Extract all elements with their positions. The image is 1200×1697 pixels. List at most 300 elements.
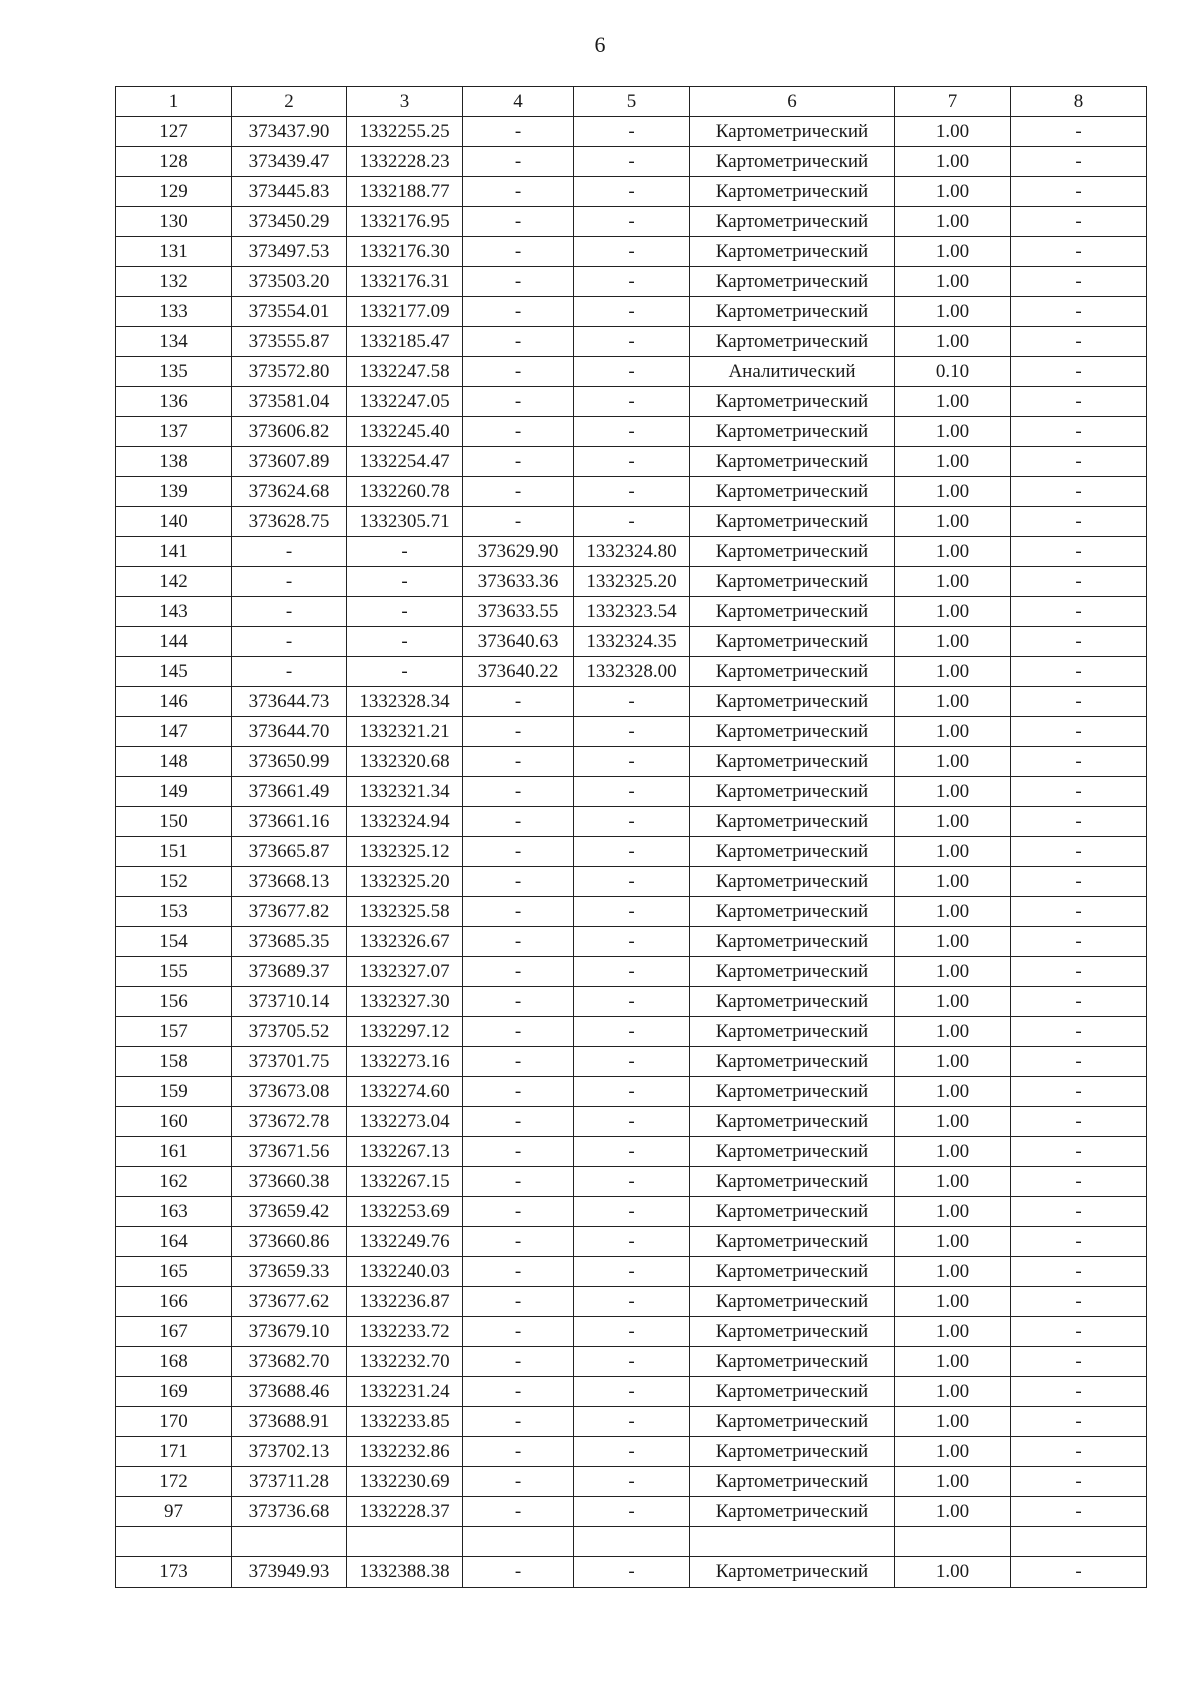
accuracy-cell: 1.00 bbox=[895, 957, 1011, 987]
point-number-cell: 164 bbox=[116, 1227, 232, 1257]
description-cell: - bbox=[1011, 1047, 1147, 1077]
point-number-cell: 143 bbox=[116, 597, 232, 627]
x-coordinate-cell: 373572.80 bbox=[232, 357, 347, 387]
description-cell: - bbox=[1011, 237, 1147, 267]
table-row bbox=[116, 777, 1147, 807]
accuracy-cell: 1.00 bbox=[895, 1407, 1011, 1437]
x-coordinate-cell: 373710.14 bbox=[232, 987, 347, 1017]
method-cell: Картометрический bbox=[690, 327, 895, 357]
y-new-coordinate-cell: - bbox=[574, 717, 690, 747]
accuracy-cell: 1.00 bbox=[895, 867, 1011, 897]
column-header-2: 2 bbox=[232, 87, 347, 117]
point-number-cell: 97 bbox=[116, 1497, 232, 1527]
description-cell: - bbox=[1011, 1137, 1147, 1167]
x-new-coordinate-cell: - bbox=[463, 297, 574, 327]
method-cell: Аналитический bbox=[690, 357, 895, 387]
description-cell: - bbox=[1011, 507, 1147, 537]
point-number-cell: 129 bbox=[116, 177, 232, 207]
point-number-cell: 142 bbox=[116, 567, 232, 597]
table-body bbox=[116, 117, 1147, 1588]
accuracy-cell: 1.00 bbox=[895, 1257, 1011, 1287]
description-cell bbox=[1011, 1527, 1147, 1557]
y-new-coordinate-cell: - bbox=[574, 477, 690, 507]
accuracy-cell: 1.00 bbox=[895, 387, 1011, 417]
accuracy-cell: 1.00 bbox=[895, 897, 1011, 927]
description-cell: - bbox=[1011, 117, 1147, 147]
y-coordinate-cell: 1332324.94 bbox=[347, 807, 463, 837]
column-header-1: 1 bbox=[116, 87, 232, 117]
method-cell: Картометрический bbox=[690, 987, 895, 1017]
column-header-8: 8 bbox=[1011, 87, 1147, 117]
description-cell: - bbox=[1011, 1437, 1147, 1467]
x-new-coordinate-cell: - bbox=[463, 237, 574, 267]
table-row bbox=[116, 1077, 1147, 1107]
x-new-coordinate-cell: - bbox=[463, 1197, 574, 1227]
y-coordinate-cell: 1332328.34 bbox=[347, 687, 463, 717]
x-coordinate-cell: 373660.38 bbox=[232, 1167, 347, 1197]
x-coordinate-cell: 373628.75 bbox=[232, 507, 347, 537]
table-row bbox=[116, 1047, 1147, 1077]
x-new-coordinate-cell: - bbox=[463, 897, 574, 927]
description-cell: - bbox=[1011, 357, 1147, 387]
x-coordinate-cell: 373677.62 bbox=[232, 1287, 347, 1317]
y-coordinate-cell: 1332231.24 bbox=[347, 1377, 463, 1407]
y-new-coordinate-cell: - bbox=[574, 837, 690, 867]
description-cell: - bbox=[1011, 477, 1147, 507]
page-number: 6 bbox=[594, 32, 606, 57]
y-coordinate-cell: 1332297.12 bbox=[347, 1017, 463, 1047]
point-number-cell: 173 bbox=[116, 1557, 232, 1588]
x-coordinate-cell: 373445.83 bbox=[232, 177, 347, 207]
y-coordinate-cell: 1332249.76 bbox=[347, 1227, 463, 1257]
accuracy-cell: 1.00 bbox=[895, 1437, 1011, 1467]
x-coordinate-cell: 373688.91 bbox=[232, 1407, 347, 1437]
accuracy-cell: 1.00 bbox=[895, 1557, 1011, 1588]
point-number-cell: 165 bbox=[116, 1257, 232, 1287]
point-number-cell: 168 bbox=[116, 1347, 232, 1377]
accuracy-cell: 1.00 bbox=[895, 927, 1011, 957]
table-row bbox=[116, 1197, 1147, 1227]
x-new-coordinate-cell: - bbox=[463, 1047, 574, 1077]
accuracy-cell: 1.00 bbox=[895, 1077, 1011, 1107]
point-number-cell: 167 bbox=[116, 1317, 232, 1347]
point-number-cell: 153 bbox=[116, 897, 232, 927]
description-cell: - bbox=[1011, 1017, 1147, 1047]
x-new-coordinate-cell bbox=[463, 1527, 574, 1557]
x-new-coordinate-cell: - bbox=[463, 357, 574, 387]
x-coordinate-cell: 373679.10 bbox=[232, 1317, 347, 1347]
x-coordinate-cell: 373661.16 bbox=[232, 807, 347, 837]
accuracy-cell: 1.00 bbox=[895, 447, 1011, 477]
accuracy-cell: 1.00 bbox=[895, 1467, 1011, 1497]
description-cell: - bbox=[1011, 177, 1147, 207]
accuracy-cell bbox=[895, 1527, 1011, 1557]
method-cell: Картометрический bbox=[690, 1497, 895, 1527]
table-row bbox=[116, 507, 1147, 537]
table-row bbox=[116, 747, 1147, 777]
description-cell: - bbox=[1011, 597, 1147, 627]
description-cell: - bbox=[1011, 387, 1147, 417]
accuracy-cell: 1.00 bbox=[895, 687, 1011, 717]
y-coordinate-cell: 1332245.40 bbox=[347, 417, 463, 447]
y-new-coordinate-cell: - bbox=[574, 1077, 690, 1107]
method-cell bbox=[690, 1527, 895, 1557]
y-new-coordinate-cell: - bbox=[574, 357, 690, 387]
y-new-coordinate-cell: - bbox=[574, 1017, 690, 1047]
x-new-coordinate-cell: 373640.22 bbox=[463, 657, 574, 687]
y-new-coordinate-cell: 1332324.35 bbox=[574, 627, 690, 657]
x-new-coordinate-cell: - bbox=[463, 117, 574, 147]
x-new-coordinate-cell: 373640.63 bbox=[463, 627, 574, 657]
y-new-coordinate-cell: - bbox=[574, 1257, 690, 1287]
x-new-coordinate-cell: - bbox=[463, 1497, 574, 1527]
column-header-4: 4 bbox=[463, 87, 574, 117]
method-cell: Картометрический bbox=[690, 1407, 895, 1437]
y-coordinate-cell: 1332325.58 bbox=[347, 897, 463, 927]
y-coordinate-cell: 1332388.38 bbox=[347, 1557, 463, 1588]
x-coordinate-cell: 373705.52 bbox=[232, 1017, 347, 1047]
description-cell: - bbox=[1011, 927, 1147, 957]
y-new-coordinate-cell: - bbox=[574, 1467, 690, 1497]
x-coordinate-cell: - bbox=[232, 537, 347, 567]
method-cell: Картометрический bbox=[690, 957, 895, 987]
y-new-coordinate-cell: - bbox=[574, 867, 690, 897]
x-coordinate-cell: 373439.47 bbox=[232, 147, 347, 177]
point-number-cell: 145 bbox=[116, 657, 232, 687]
method-cell: Картометрический bbox=[690, 1437, 895, 1467]
x-coordinate-cell: 373702.13 bbox=[232, 1437, 347, 1467]
method-cell: Картометрический bbox=[690, 1317, 895, 1347]
y-coordinate-cell: - bbox=[347, 597, 463, 627]
method-cell: Картометрический bbox=[690, 597, 895, 627]
column-header-5: 5 bbox=[574, 87, 690, 117]
method-cell: Картометрический bbox=[690, 687, 895, 717]
description-cell: - bbox=[1011, 297, 1147, 327]
description-cell: - bbox=[1011, 717, 1147, 747]
y-coordinate-cell: 1332255.25 bbox=[347, 117, 463, 147]
y-new-coordinate-cell: 1332325.20 bbox=[574, 567, 690, 597]
y-coordinate-cell: 1332326.67 bbox=[347, 927, 463, 957]
x-new-coordinate-cell: - bbox=[463, 687, 574, 717]
table-row bbox=[116, 447, 1147, 477]
y-new-coordinate-cell: - bbox=[574, 267, 690, 297]
x-coordinate-cell: 373661.49 bbox=[232, 777, 347, 807]
accuracy-cell: 1.00 bbox=[895, 567, 1011, 597]
table-row bbox=[116, 477, 1147, 507]
table-row bbox=[116, 147, 1147, 177]
accuracy-cell: 1.00 bbox=[895, 1317, 1011, 1347]
x-coordinate-cell: 373672.78 bbox=[232, 1107, 347, 1137]
x-new-coordinate-cell: - bbox=[463, 1077, 574, 1107]
table-row bbox=[116, 807, 1147, 837]
y-new-coordinate-cell: - bbox=[574, 1287, 690, 1317]
point-number-cell: 135 bbox=[116, 357, 232, 387]
description-cell: - bbox=[1011, 1317, 1147, 1347]
table-row bbox=[116, 207, 1147, 237]
table-row bbox=[116, 327, 1147, 357]
point-number-cell: 131 bbox=[116, 237, 232, 267]
x-new-coordinate-cell: - bbox=[463, 447, 574, 477]
x-new-coordinate-cell: - bbox=[463, 387, 574, 417]
y-new-coordinate-cell: - bbox=[574, 237, 690, 267]
x-new-coordinate-cell: - bbox=[463, 147, 574, 177]
description-cell: - bbox=[1011, 537, 1147, 567]
y-new-coordinate-cell: - bbox=[574, 1437, 690, 1467]
description-cell: - bbox=[1011, 1227, 1147, 1257]
x-coordinate-cell bbox=[232, 1527, 347, 1557]
y-coordinate-cell: 1332305.71 bbox=[347, 507, 463, 537]
point-number-cell: 127 bbox=[116, 117, 232, 147]
description-cell: - bbox=[1011, 447, 1147, 477]
table-row bbox=[116, 357, 1147, 387]
method-cell: Картометрический bbox=[690, 447, 895, 477]
table-row bbox=[116, 417, 1147, 447]
method-cell: Картометрический bbox=[690, 1467, 895, 1497]
y-new-coordinate-cell: - bbox=[574, 1497, 690, 1527]
table-row bbox=[116, 1497, 1147, 1527]
description-cell: - bbox=[1011, 687, 1147, 717]
point-number-cell: 169 bbox=[116, 1377, 232, 1407]
description-cell: - bbox=[1011, 1077, 1147, 1107]
y-coordinate-cell: 1332232.86 bbox=[347, 1437, 463, 1467]
y-new-coordinate-cell: - bbox=[574, 507, 690, 537]
accuracy-cell: 1.00 bbox=[895, 477, 1011, 507]
x-coordinate-cell: 373503.20 bbox=[232, 267, 347, 297]
method-cell: Картометрический bbox=[690, 387, 895, 417]
x-coordinate-cell: 373437.90 bbox=[232, 117, 347, 147]
point-number-cell: 171 bbox=[116, 1437, 232, 1467]
x-coordinate-cell: 373677.82 bbox=[232, 897, 347, 927]
description-cell: - bbox=[1011, 327, 1147, 357]
y-coordinate-cell: - bbox=[347, 567, 463, 597]
x-coordinate-cell: 373497.53 bbox=[232, 237, 347, 267]
y-coordinate-cell: 1332247.05 bbox=[347, 387, 463, 417]
x-coordinate-cell: 373673.08 bbox=[232, 1077, 347, 1107]
description-cell: - bbox=[1011, 807, 1147, 837]
y-new-coordinate-cell: - bbox=[574, 297, 690, 327]
table-row bbox=[116, 1257, 1147, 1287]
y-new-coordinate-cell: 1332328.00 bbox=[574, 657, 690, 687]
y-coordinate-cell: 1332274.60 bbox=[347, 1077, 463, 1107]
y-new-coordinate-cell: 1332324.80 bbox=[574, 537, 690, 567]
x-new-coordinate-cell: - bbox=[463, 837, 574, 867]
point-number-cell: 163 bbox=[116, 1197, 232, 1227]
method-cell: Картометрический bbox=[690, 417, 895, 447]
x-coordinate-cell: 373688.46 bbox=[232, 1377, 347, 1407]
x-coordinate-cell: 373682.70 bbox=[232, 1347, 347, 1377]
y-coordinate-cell: 1332260.78 bbox=[347, 477, 463, 507]
method-cell: Картометрический bbox=[690, 237, 895, 267]
x-new-coordinate-cell: - bbox=[463, 717, 574, 747]
table-row bbox=[116, 1437, 1147, 1467]
y-coordinate-cell: 1332228.23 bbox=[347, 147, 463, 177]
table-row bbox=[116, 1137, 1147, 1167]
header-row bbox=[116, 87, 1147, 117]
description-cell: - bbox=[1011, 867, 1147, 897]
y-new-coordinate-cell: - bbox=[574, 747, 690, 777]
y-new-coordinate-cell: - bbox=[574, 147, 690, 177]
y-coordinate-cell: 1332327.30 bbox=[347, 987, 463, 1017]
description-cell: - bbox=[1011, 627, 1147, 657]
description-cell: - bbox=[1011, 1167, 1147, 1197]
table-row bbox=[116, 837, 1147, 867]
point-number-cell: 136 bbox=[116, 387, 232, 417]
accuracy-cell: 1.00 bbox=[895, 1287, 1011, 1317]
accuracy-cell: 1.00 bbox=[895, 207, 1011, 237]
point-number-cell: 157 bbox=[116, 1017, 232, 1047]
x-new-coordinate-cell: - bbox=[463, 477, 574, 507]
method-cell: Картометрический bbox=[690, 1557, 895, 1588]
point-number-cell: 170 bbox=[116, 1407, 232, 1437]
x-new-coordinate-cell: - bbox=[463, 1377, 574, 1407]
y-new-coordinate-cell: - bbox=[574, 417, 690, 447]
description-cell: - bbox=[1011, 747, 1147, 777]
y-coordinate-cell: 1332176.95 bbox=[347, 207, 463, 237]
table-row bbox=[116, 1317, 1147, 1347]
x-new-coordinate-cell: - bbox=[463, 1557, 574, 1588]
accuracy-cell: 1.00 bbox=[895, 1377, 1011, 1407]
method-cell: Картометрический bbox=[690, 807, 895, 837]
y-new-coordinate-cell: 1332323.54 bbox=[574, 597, 690, 627]
accuracy-cell: 1.00 bbox=[895, 1167, 1011, 1197]
x-coordinate-cell: 373711.28 bbox=[232, 1467, 347, 1497]
point-number-cell: 155 bbox=[116, 957, 232, 987]
table-row bbox=[116, 117, 1147, 147]
y-coordinate-cell: - bbox=[347, 537, 463, 567]
x-new-coordinate-cell: - bbox=[463, 1227, 574, 1257]
method-cell: Картометрический bbox=[690, 837, 895, 867]
y-new-coordinate-cell: - bbox=[574, 927, 690, 957]
y-new-coordinate-cell: - bbox=[574, 1197, 690, 1227]
description-cell: - bbox=[1011, 957, 1147, 987]
point-number-cell: 158 bbox=[116, 1047, 232, 1077]
y-coordinate-cell: 1332325.20 bbox=[347, 867, 463, 897]
column-header-3: 3 bbox=[347, 87, 463, 117]
x-coordinate-cell: 373701.75 bbox=[232, 1047, 347, 1077]
x-new-coordinate-cell: - bbox=[463, 507, 574, 537]
point-number-cell: 140 bbox=[116, 507, 232, 537]
accuracy-cell: 1.00 bbox=[895, 1107, 1011, 1137]
description-cell: - bbox=[1011, 567, 1147, 597]
y-coordinate-cell: 1332177.09 bbox=[347, 297, 463, 327]
point-number-cell: 141 bbox=[116, 537, 232, 567]
x-new-coordinate-cell: - bbox=[463, 1317, 574, 1347]
y-coordinate-cell: 1332188.77 bbox=[347, 177, 463, 207]
description-cell: - bbox=[1011, 1407, 1147, 1437]
accuracy-cell: 1.00 bbox=[895, 987, 1011, 1017]
x-new-coordinate-cell: 373633.55 bbox=[463, 597, 574, 627]
accuracy-cell: 0.10 bbox=[895, 357, 1011, 387]
y-new-coordinate-cell: - bbox=[574, 1167, 690, 1197]
method-cell: Картометрический bbox=[690, 1287, 895, 1317]
table-row bbox=[116, 177, 1147, 207]
accuracy-cell: 1.00 bbox=[895, 777, 1011, 807]
description-cell: - bbox=[1011, 1557, 1147, 1588]
y-new-coordinate-cell: - bbox=[574, 207, 690, 237]
y-new-coordinate-cell: - bbox=[574, 447, 690, 477]
point-number-cell: 147 bbox=[116, 717, 232, 747]
method-cell: Картометрический bbox=[690, 747, 895, 777]
x-new-coordinate-cell: - bbox=[463, 417, 574, 447]
y-new-coordinate-cell: - bbox=[574, 1107, 690, 1137]
accuracy-cell: 1.00 bbox=[895, 147, 1011, 177]
y-new-coordinate-cell: - bbox=[574, 177, 690, 207]
y-coordinate-cell: 1332254.47 bbox=[347, 447, 463, 477]
x-new-coordinate-cell: - bbox=[463, 1407, 574, 1437]
x-coordinate-cell: 373554.01 bbox=[232, 297, 347, 327]
method-cell: Картометрический bbox=[690, 1107, 895, 1137]
accuracy-cell: 1.00 bbox=[895, 237, 1011, 267]
table-row bbox=[116, 657, 1147, 687]
x-new-coordinate-cell: - bbox=[463, 177, 574, 207]
accuracy-cell: 1.00 bbox=[895, 327, 1011, 357]
x-new-coordinate-cell: 373629.90 bbox=[463, 537, 574, 567]
x-coordinate-cell: 373644.70 bbox=[232, 717, 347, 747]
method-cell: Картометрический bbox=[690, 1197, 895, 1227]
y-new-coordinate-cell: - bbox=[574, 1377, 690, 1407]
x-coordinate-cell: - bbox=[232, 657, 347, 687]
method-cell: Картометрический bbox=[690, 1077, 895, 1107]
x-new-coordinate-cell: - bbox=[463, 807, 574, 837]
y-coordinate-cell: 1332247.58 bbox=[347, 357, 463, 387]
accuracy-cell: 1.00 bbox=[895, 177, 1011, 207]
x-new-coordinate-cell: - bbox=[463, 1167, 574, 1197]
method-cell: Картометрический bbox=[690, 267, 895, 297]
accuracy-cell: 1.00 bbox=[895, 507, 1011, 537]
method-cell: Картометрический bbox=[690, 297, 895, 327]
accuracy-cell: 1.00 bbox=[895, 1227, 1011, 1257]
y-coordinate-cell: 1332267.15 bbox=[347, 1167, 463, 1197]
method-cell: Картометрический bbox=[690, 867, 895, 897]
description-cell: - bbox=[1011, 837, 1147, 867]
table-row bbox=[116, 237, 1147, 267]
y-new-coordinate-cell: - bbox=[574, 687, 690, 717]
y-new-coordinate-cell: - bbox=[574, 987, 690, 1017]
x-coordinate-cell: 373659.42 bbox=[232, 1197, 347, 1227]
y-new-coordinate-cell: - bbox=[574, 957, 690, 987]
column-header-6: 6 bbox=[690, 87, 895, 117]
y-coordinate-cell: 1332233.85 bbox=[347, 1407, 463, 1437]
y-coordinate-cell: 1332321.21 bbox=[347, 717, 463, 747]
point-number-cell: 149 bbox=[116, 777, 232, 807]
method-cell: Картометрический bbox=[690, 177, 895, 207]
y-coordinate-cell: - bbox=[347, 627, 463, 657]
x-new-coordinate-cell: - bbox=[463, 207, 574, 237]
table-row bbox=[116, 537, 1147, 567]
description-cell: - bbox=[1011, 1287, 1147, 1317]
description-cell: - bbox=[1011, 1377, 1147, 1407]
x-coordinate-cell: 373606.82 bbox=[232, 417, 347, 447]
description-cell: - bbox=[1011, 1347, 1147, 1377]
point-number-cell: 144 bbox=[116, 627, 232, 657]
y-new-coordinate-cell bbox=[574, 1527, 690, 1557]
x-coordinate-cell: 373581.04 bbox=[232, 387, 347, 417]
x-new-coordinate-cell: - bbox=[463, 1347, 574, 1377]
table-row bbox=[116, 867, 1147, 897]
point-number-cell: 154 bbox=[116, 927, 232, 957]
table-row bbox=[116, 897, 1147, 927]
accuracy-cell: 1.00 bbox=[895, 117, 1011, 147]
y-new-coordinate-cell: - bbox=[574, 1557, 690, 1588]
method-cell: Картометрический bbox=[690, 777, 895, 807]
y-new-coordinate-cell: - bbox=[574, 1047, 690, 1077]
table-row bbox=[116, 1557, 1147, 1588]
method-cell: Картометрический bbox=[690, 567, 895, 597]
accuracy-cell: 1.00 bbox=[895, 747, 1011, 777]
y-coordinate-cell: 1332325.12 bbox=[347, 837, 463, 867]
table-row bbox=[116, 1017, 1147, 1047]
table-row bbox=[116, 957, 1147, 987]
